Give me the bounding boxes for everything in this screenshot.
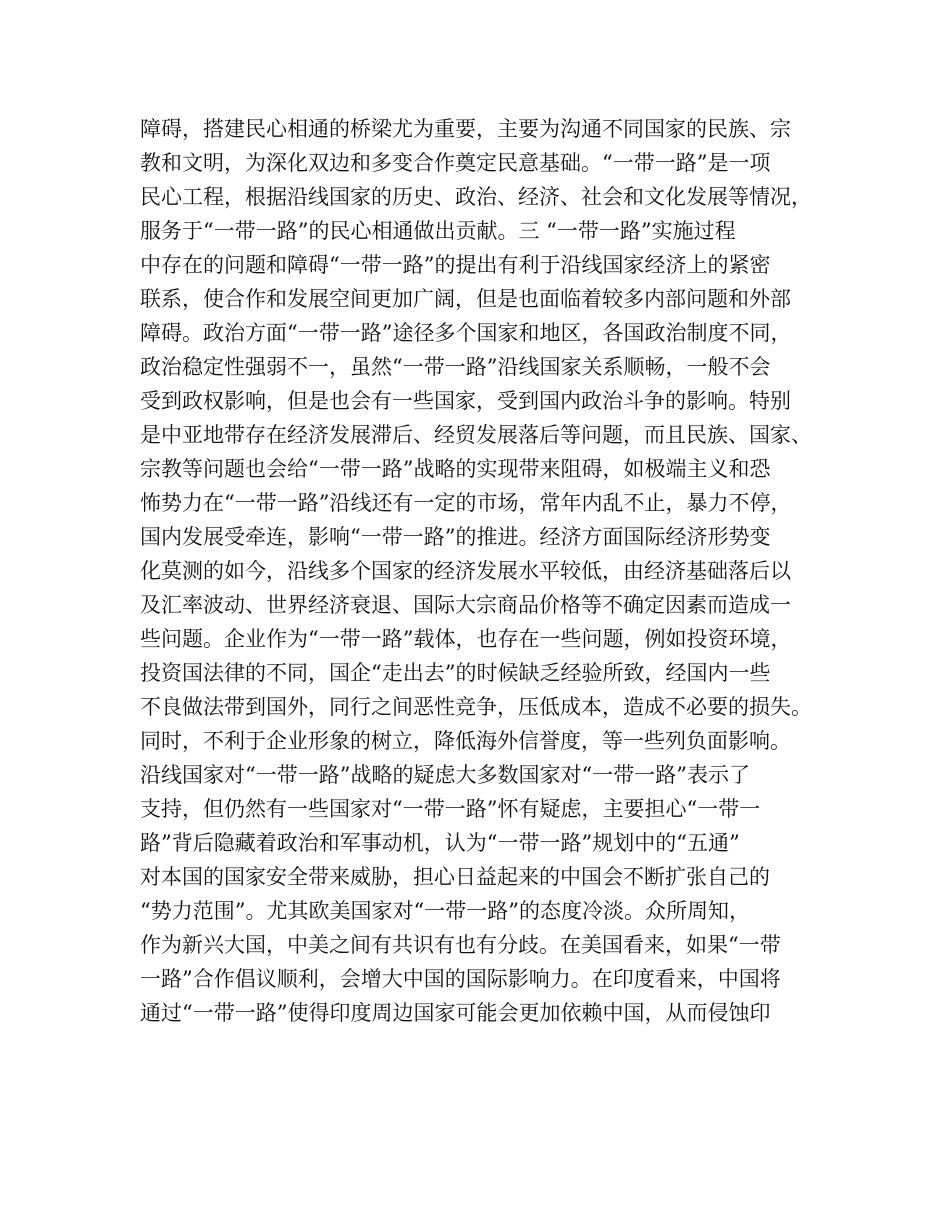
text-line-17: 投资国法律的不同，国企“走出去”的时候缺乏经验所致，经国内一些 <box>140 661 771 685</box>
text-line-13: 国内发展受牵连，影响“一带一路”的推进。经济方面国际经济形势变 <box>140 525 771 549</box>
text-line-4: 服务于“一带一路”的民心相通做出贡献。三 “一带一路”实施过程 <box>140 219 736 243</box>
text-line-21: 支持，但仍然有一些国家对“一带一路”怀有疑虑，主要担心“一带一 <box>140 797 761 821</box>
text-line-19: 同时，不利于企业形象的树立，降低海外信誉度，等一些列负面影响。 <box>140 729 791 753</box>
text-line-16: 些问题。企业作为“一带一路”载体，也存在一些问题，例如投资环境， <box>140 627 792 651</box>
text-line-9: 受到政权影响，但是也会有一些国家，受到国内政治斗争的影响。特别 <box>140 389 791 413</box>
text-line-1: 障碍，搭建民心相通的桥梁尤为重要，主要为沟通不同国家的民族、宗 <box>140 117 791 141</box>
text-line-15: 及汇率波动、世界经济衰退、国际大宗商品价格等不确定因素而造成一 <box>140 593 791 617</box>
text-line-8: 政治稳定性强弱不一，虽然“一带一路”沿线国家关系顺畅，一般不会 <box>140 355 771 379</box>
text-line-7: 障碍。政治方面“一带一路”途径多个国家和地区，各国政治制度不同， <box>140 321 792 345</box>
text-line-14: 化莫测的如今，沿线多个国家的经济发展水平较低，由经济基础落后以 <box>140 559 791 583</box>
text-line-10: 是中亚地带存在经济发展滞后、经贸发展落后等问题，而且民族、国家、 <box>140 423 812 447</box>
text-line-25: 作为新兴大国，中美之间有共识有也有分歧。在美国看来，如果“一带 <box>140 933 781 957</box>
body-text <box>140 112 840 1030</box>
text-line-27: 通过“一带一路”使得印度周边国家可能会更加依赖中国，从而侵蚀印 <box>140 1001 771 1025</box>
text-line-5: 中存在的问题和障碍“一带一路”的提出有利于沿线国家经济上的紧密 <box>140 253 771 277</box>
text-line-2: 教和文明，为深化双边和多变合作奠定民意基础。“一带一路”是一项 <box>140 151 771 175</box>
text-line-18: 不良做法带到国外，同行之间恶性竞争，压低成本，造成不必要的损失。 <box>140 695 812 719</box>
text-line-6: 联系，使合作和发展空间更加广阔，但是也面临着较多内部问题和外部 <box>140 287 791 311</box>
text-line-22: 路”背后隐藏着政治和军事动机，认为“一带一路”规划中的“五通” <box>140 831 740 855</box>
text-line-26: 一路”合作倡议顺利，会增大中国的国际影响力。在印度看来，中国将 <box>140 967 781 991</box>
text-line-12: 怖势力在“一带一路”沿线还有一定的市场，常年内乱不止，暴力不停， <box>140 491 792 515</box>
text-line-11: 宗教等问题也会给“一带一路”战略的实现带来阻碍，如极端主义和恐 <box>140 457 771 481</box>
text-line-3: 民心工程，根据沿线国家的历史、政治、经济、社会和文化发展等情况， <box>140 185 812 209</box>
text-line-23: 对本国的国家安全带来威胁，担心日益起来的中国会不断扩张自己的 <box>140 865 770 889</box>
text-line-20: 沿线国家对“一带一路”战略的疑虑大多数国家对“一带一路”表示了 <box>140 763 750 787</box>
text-line-24: “势力范围”。尤其欧美国家对“一带一路”的态度冷淡。众所周知， <box>140 899 750 923</box>
